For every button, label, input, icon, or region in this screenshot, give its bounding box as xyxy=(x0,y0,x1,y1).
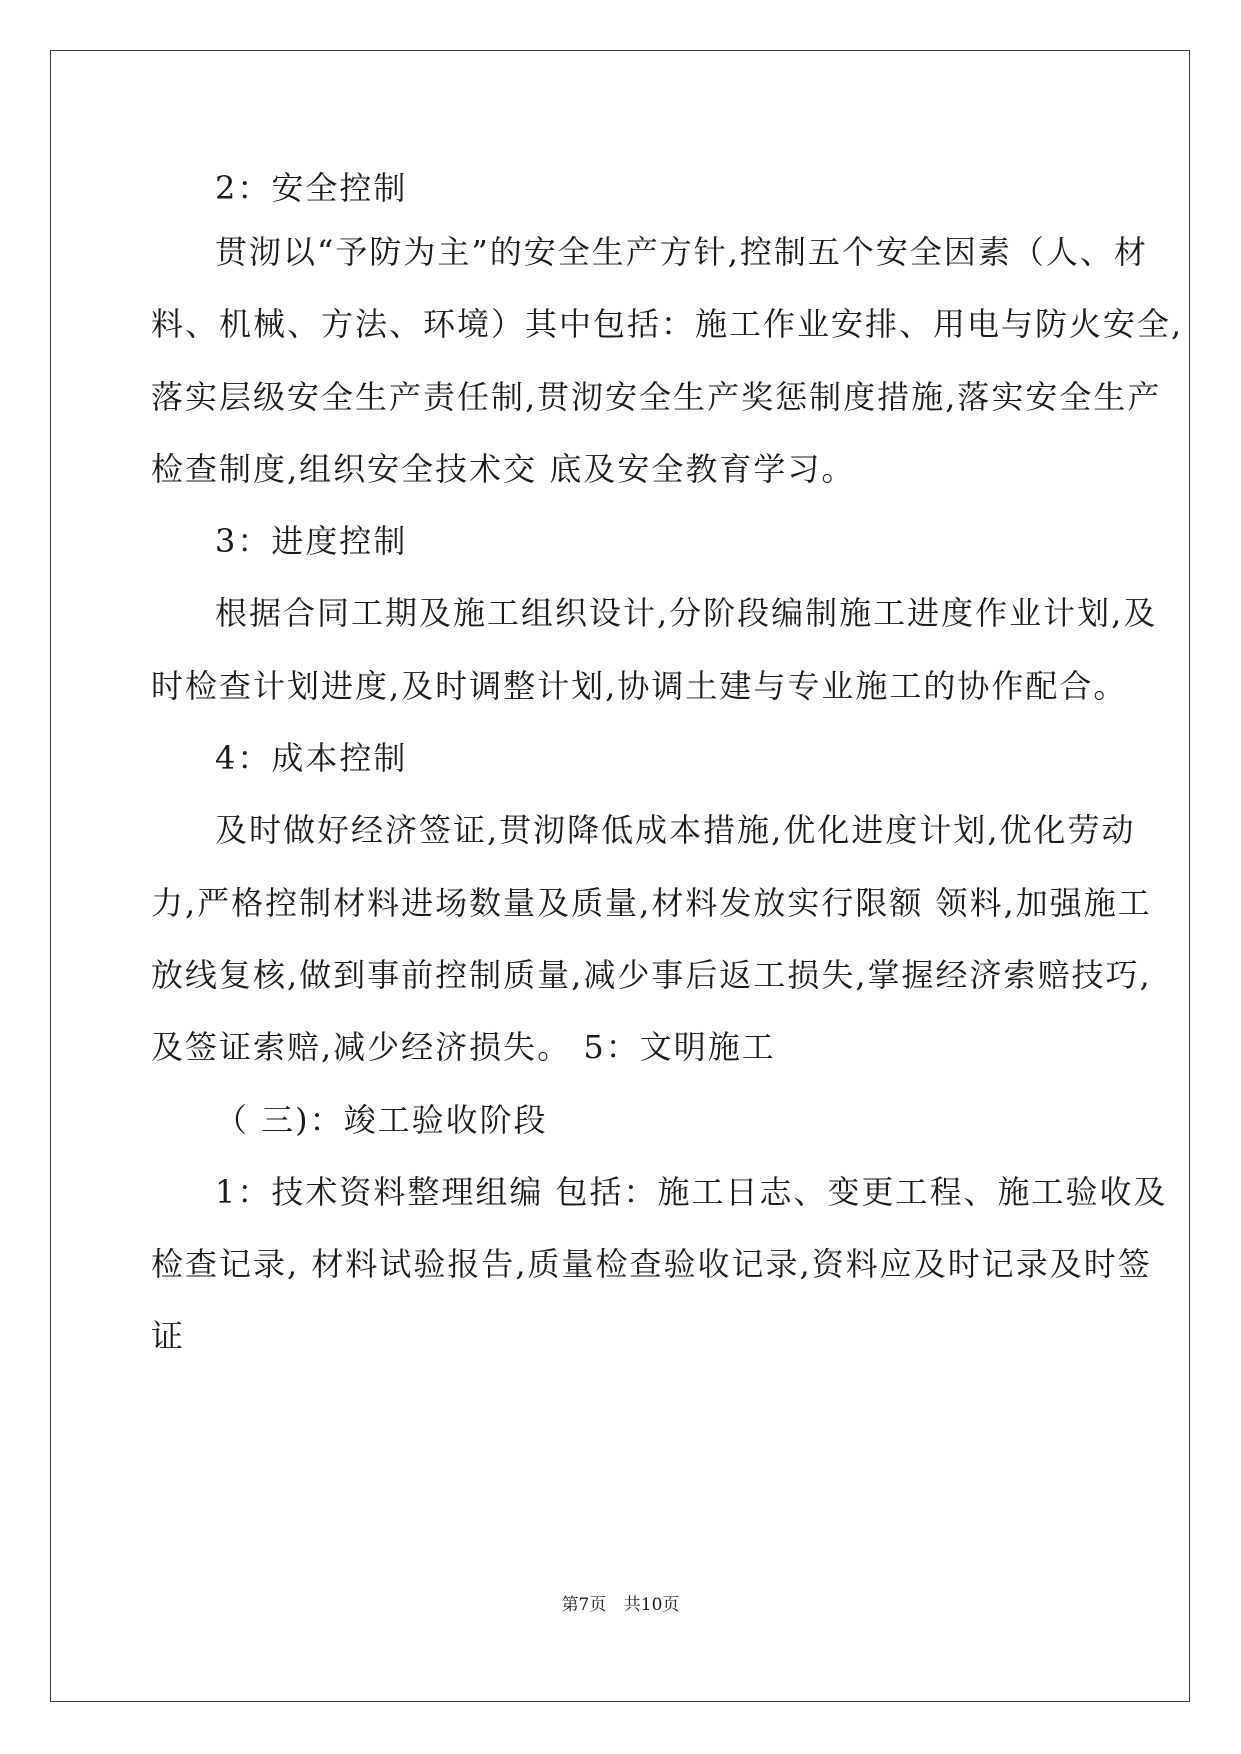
page-number-current: 第7页 xyxy=(561,1595,607,1615)
paragraph-line: 时检查计划进度,及时调整计划,协调土建与专业施工的协作配合。 xyxy=(151,667,1128,705)
paragraph-line: 及签证索赔,减少经济损失。 5：文明施工 xyxy=(151,1028,776,1066)
paragraph-line: 落实层级安全生产责任制,贯沏安全生产奖惩制度措施,落实安全生产 xyxy=(151,378,1162,416)
heading-completion-acceptance: （ 三)：竣工验收阶段 xyxy=(215,1101,548,1139)
page-number-total: 共10页 xyxy=(623,1595,680,1615)
page-footer xyxy=(0,1594,1241,1616)
paragraph-line: 料、机械、方法、环境）其中包括：施工作业安排、用电与防火安全, xyxy=(151,305,1184,343)
paragraph-line: 证 xyxy=(151,1317,186,1355)
paragraph-line: 检查制度,组织安全技术交 底及安全教育学习。 xyxy=(151,450,856,488)
paragraph-line: 1：技术资料整理组编 包括：施工日志、变更工程、施工验收及 xyxy=(215,1173,1168,1211)
paragraph-line: 力,严格控制材料进场数量及质量,材料发放实行限额 领料,加强施工 xyxy=(151,884,1152,922)
heading-safety-control: 2：安全控制 xyxy=(215,169,408,207)
heading-cost-control: 4：成本控制 xyxy=(215,739,408,777)
paragraph-line: 检查记录, 材料试验报告,质量检查验收记录,资料应及时记录及时签 xyxy=(151,1245,1152,1283)
paragraph-line: 贯沏以“予防为主”的安全生产方针,控制五个安全因素（人、材 xyxy=(215,233,1148,271)
paragraph-line: 及时做好经济签证,贯沏降低成本措施,优化进度计划,优化劳动 xyxy=(215,811,1136,849)
paragraph-line: 根据合同工期及施工组织设计,分阶段编制施工进度作业计划,及 xyxy=(215,594,1158,632)
page-border xyxy=(50,50,1190,1702)
heading-progress-control: 3：进度控制 xyxy=(215,522,408,560)
paragraph-line: 放线复核,做到事前控制质量,减少事后返工损失,掌握经济索赔技巧, xyxy=(151,956,1152,994)
